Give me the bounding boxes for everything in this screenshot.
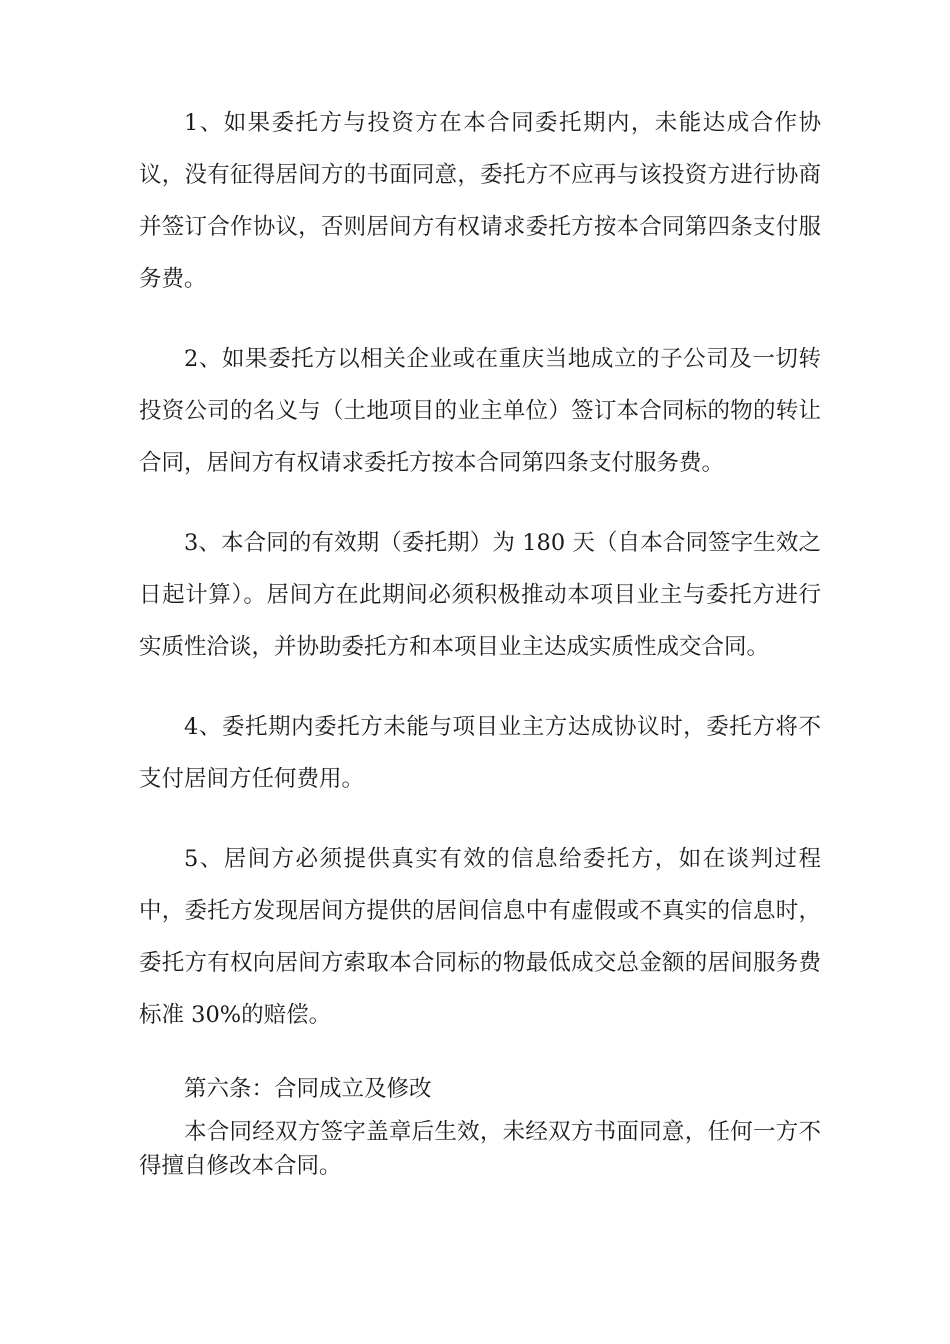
article-6-heading: 第六条：合同成立及修改 [184,1076,432,1102]
clause-5: 5、居间方必须提供真实有效的信息给委托方，如在谈判过程中，委托方发现居间方提供的居间信息中有虚假或不真实的信息时，委托方有权向居间方索取本合同标的物最低成交总金额的居间服务费标准 30%的赔偿。 [139,846,821,1028]
article-6-body: 本合同经双方签字盖章后生效，未经双方书面同意，任何一方不得擅自修改本合同。 [139,1119,821,1179]
document-page [139,97,821,1183]
clause-3: 3、本合同的有效期（委托期）为 180 天（自本合同签字生效之日起计算）。居间方在此期间必须积极推动本项目业主与委托方进行实质性洽谈，并协助委托方和本项目业主达成实质性成交合同。 [139,530,821,660]
clause-1: 1、如果委托方与投资方在本合同委托期内，未能达成合作协议，没有征得居间方的书面同意，委托方不应再与该投资方进行协商并签订合作协议，否则居间方有权请求委托方按本合同第四条支付服务费。 [139,110,821,292]
clause-4: 4、委托期内委托方未能与项目业主方达成协议时，委托方将不支付居间方任何费用。 [139,714,821,792]
clause-2: 2、如果委托方以相关企业或在重庆当地成立的子公司及一切转投资公司的名义与（土地项目的业主单位）签订本合同标的物的转让合同，居间方有权请求委托方按本合同第四条支付服务费。 [139,346,821,476]
